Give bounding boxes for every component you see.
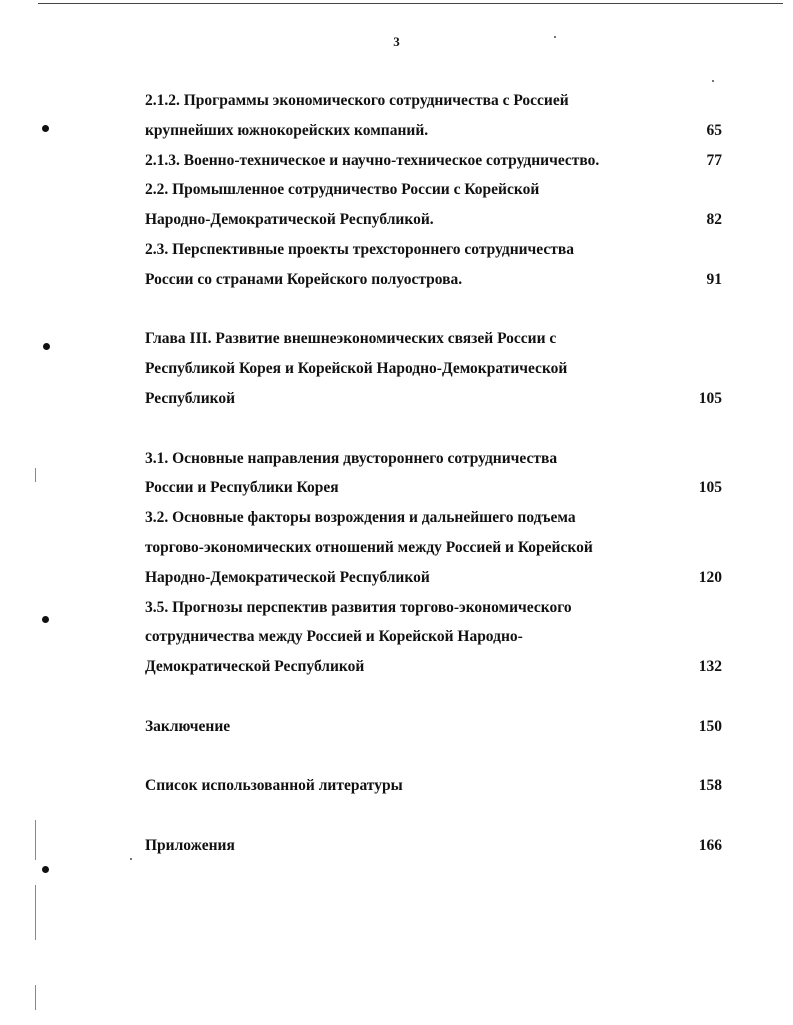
toc-entry-page: 105 — [698, 389, 722, 407]
binder-hole-1 — [42, 125, 49, 132]
scan-top-border — [38, 3, 783, 4]
toc-entry-text: России и Республики Корея — [145, 479, 339, 497]
toc-entry-page: 65 — [706, 121, 722, 139]
toc-entry-text: 2.2. Промышленное сотрудничество России с Корейской — [145, 181, 540, 199]
toc-entry-text: сотрудничества между Россией и Корейской Народно- — [145, 628, 523, 646]
toc-entry-text: Республикой Корея и Корейской Народно-Демократической — [145, 360, 568, 378]
toc-entry-page: 166 — [698, 836, 722, 854]
toc-spacer — [145, 801, 722, 831]
toc-entry — [145, 503, 722, 533]
scan-speck — [712, 80, 714, 82]
toc-entry — [145, 86, 722, 116]
toc-entry-text: Народно-Демократической Республикой. — [145, 211, 434, 229]
toc-spacer — [145, 295, 722, 325]
toc-entry-page: 132 — [698, 658, 722, 676]
toc-entry-text: Демократической Республикой — [145, 658, 365, 676]
toc-entry-page: 82 — [706, 211, 722, 229]
toc-entry-page: 77 — [706, 151, 722, 169]
table-of-contents — [145, 86, 722, 861]
margin-mark — [35, 468, 36, 482]
toc-entry — [145, 831, 722, 861]
toc-entry-text: 2.3. Перспективные проекты трехстороннего сотрудничества — [145, 240, 574, 258]
toc-entry — [145, 384, 722, 414]
toc-entry-text: Республикой — [145, 389, 236, 407]
toc-entry-page: 120 — [698, 568, 722, 586]
toc-entry — [145, 593, 722, 623]
toc-spacer — [145, 682, 722, 712]
toc-entry-text: 3.2. Основные факторы возрождения и дальнейшего подъема — [145, 509, 576, 527]
toc-entry — [145, 265, 722, 295]
toc-entry — [145, 235, 722, 265]
toc-spacer — [145, 742, 722, 772]
toc-entry — [145, 146, 722, 176]
toc-entry — [145, 652, 722, 682]
toc-entry — [145, 473, 722, 503]
toc-entry — [145, 563, 722, 593]
toc-entry — [145, 324, 722, 354]
toc-entry-text: 2.1.3. Военно-техническое и научно-техническое сотрудничество. — [145, 151, 600, 169]
scan-speck — [130, 858, 132, 860]
toc-entry — [145, 533, 722, 563]
binder-hole-4 — [42, 866, 49, 873]
page-number: 3 — [393, 34, 400, 49]
margin-mark — [35, 985, 36, 1010]
toc-entry-page: 105 — [698, 479, 722, 497]
toc-entry-text: Глава III. Развитие внешнеэкономических связей России с — [145, 330, 557, 348]
toc-entry-page: 150 — [698, 717, 722, 735]
margin-mark — [35, 885, 36, 940]
toc-entry — [145, 444, 722, 474]
toc-entry-text: Народно-Демократической Республикой — [145, 568, 430, 586]
toc-entry-text: 3.5. Прогнозы перспектив развития торгово-экономического — [145, 598, 572, 616]
toc-entry — [145, 354, 722, 384]
toc-entry — [145, 622, 722, 652]
toc-entry-text: крупнейших южнокорейских компаний. — [145, 121, 429, 139]
toc-entry-text: Приложения — [145, 836, 235, 854]
toc-entry-text: Заключение — [145, 717, 231, 735]
binder-hole-3 — [42, 616, 49, 623]
margin-mark — [35, 820, 36, 860]
binder-hole-2 — [43, 343, 50, 350]
toc-entry-text: 2.1.2. Программы экономического сотрудничества с Россией — [145, 92, 569, 109]
toc-entry-text: 3.1. Основные направления двустороннего сотрудничества — [145, 449, 558, 467]
toc-entry-page: 91 — [706, 270, 722, 288]
toc-entry — [145, 175, 722, 205]
toc-entry — [145, 771, 722, 801]
toc-entry-text: России со странами Корейского полуострова. — [145, 270, 463, 288]
toc-entry-text: Список использованной литературы — [145, 777, 403, 795]
toc-spacer — [145, 414, 722, 444]
toc-entry — [145, 712, 722, 742]
toc-entry-page: 158 — [698, 777, 722, 795]
toc-entry — [145, 116, 722, 146]
toc-entry — [145, 205, 722, 235]
toc-entry-text: торгово-экономических отношений между Россией и Корейской — [145, 538, 593, 556]
